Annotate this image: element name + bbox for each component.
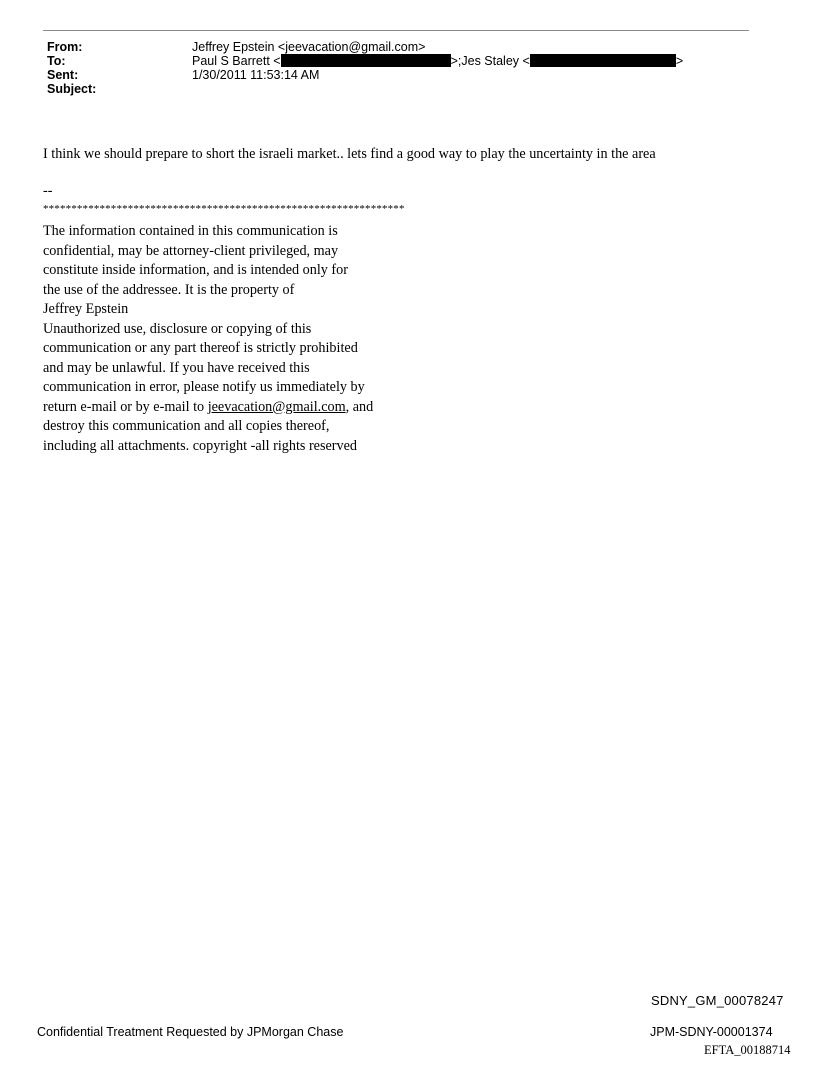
to-value bbox=[192, 54, 683, 68]
disclaimer-line: Jeffrey Epstein bbox=[43, 301, 129, 317]
from-label: From: bbox=[47, 40, 83, 54]
sdny-bates-number: SDNY_GM_00078247 bbox=[651, 993, 784, 1008]
from-value: Jeffrey Epstein <jeevacation@gmail.com> bbox=[192, 40, 426, 54]
disclaimer-line: communication in error, please notify us immediately by bbox=[43, 379, 365, 395]
disclaimer-line: confidential, may be attorney-client privileged, may bbox=[43, 242, 339, 259]
disclaimer bbox=[43, 222, 373, 456]
disclaimer-line: The information contained in this communication is bbox=[43, 223, 338, 239]
confidential-notice: Confidential Treatment Requested by JPMorgan Chase bbox=[37, 1025, 344, 1039]
disclaimer-line: the use of the addressee. It is the property of bbox=[43, 281, 295, 298]
to-recipient-end: > bbox=[675, 54, 684, 68]
to-recipient-1: Paul S Barrett < bbox=[192, 54, 281, 68]
subject-label: Subject: bbox=[47, 82, 97, 96]
header-divider bbox=[43, 30, 749, 31]
disclaimer-line: destroy this communication and all copies thereof, bbox=[43, 418, 330, 434]
redaction-box bbox=[281, 54, 451, 67]
disclaimer-line: constitute inside information, and is intended only for bbox=[43, 262, 348, 278]
disclaimer-line: Unauthorized use, disclosure or copying of this bbox=[43, 320, 312, 337]
signature-dashes: -- bbox=[43, 183, 53, 199]
message-body: I think we should prepare to short the israeli market.. lets find a good way to play the uncertainty in the area bbox=[43, 146, 656, 162]
email-link[interactable]: jeevacation@gmail.com bbox=[207, 398, 346, 415]
disclaimer-line: communication or any part thereof is strictly prohibited bbox=[43, 340, 358, 356]
to-recipient-2: >;Jes Staley < bbox=[450, 54, 530, 68]
redaction-box bbox=[530, 54, 676, 67]
jpm-bates-number: JPM-SDNY-00001374 bbox=[650, 1025, 773, 1039]
disclaimer-line: including all attachments. copyright -all rights reserved bbox=[43, 437, 358, 454]
disclaimer-line bbox=[43, 398, 373, 418]
efta-number: EFTA_00188714 bbox=[704, 1043, 791, 1057]
sent-value: 1/30/2011 11:53:14 AM bbox=[192, 68, 320, 82]
return-line-text: return e-mail or by e-mail to bbox=[43, 398, 208, 415]
return-line-tail: , and bbox=[345, 398, 374, 415]
sent-label: Sent: bbox=[47, 68, 79, 82]
signature-stars: **************************************************************** bbox=[43, 203, 405, 215]
disclaimer-line: and may be unlawful. If you have received this bbox=[43, 359, 310, 376]
to-label: To: bbox=[47, 54, 66, 68]
